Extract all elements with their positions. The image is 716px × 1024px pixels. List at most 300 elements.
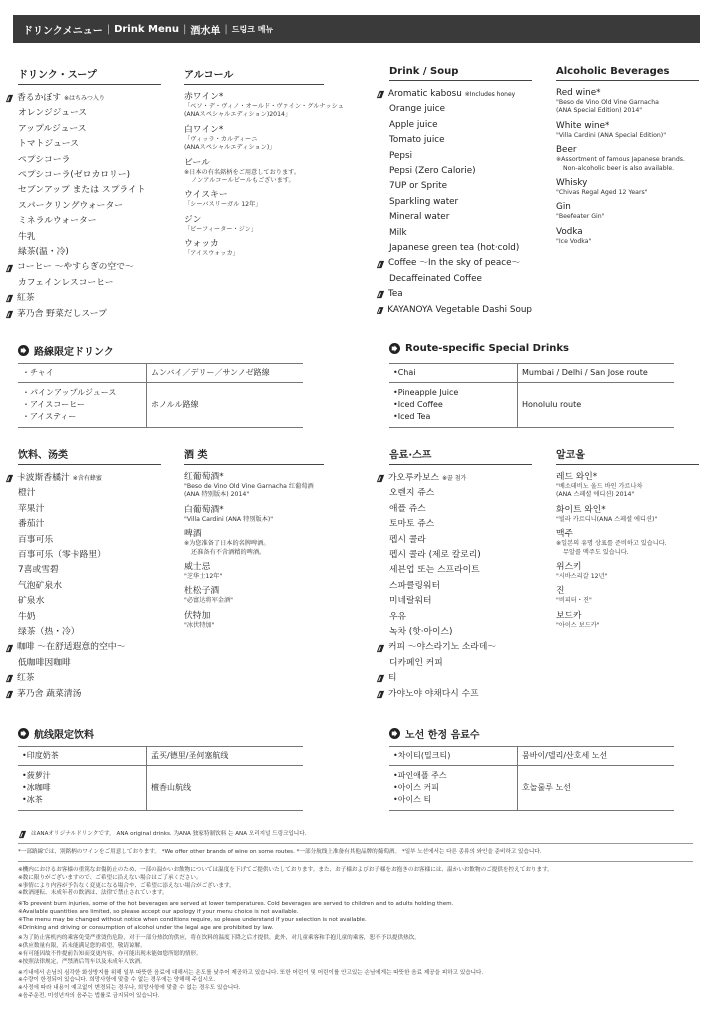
en-drink-name: Apple juice: [389, 119, 438, 130]
jp-alcohol-name: 白ワイン*: [184, 124, 224, 135]
cn-route-title-text: 航线限定饮料: [34, 730, 94, 741]
cn-drink-item: [18, 486, 161, 501]
footer-note: ※To prevent burn injuries, some of the hot beverages are served at lower temperatures. Cold beverages are served to children and to adults holding them.: [18, 901, 454, 908]
en-drink-name: Pepsi (Zero Calorie): [389, 166, 476, 177]
kr-drink-item: [389, 486, 532, 501]
kr-route-name: 뭄바이/델리/산호세 노선: [518, 747, 675, 766]
footer-notes: [18, 867, 553, 1001]
kr-alcohol-detail: (ANA 스페셜 에디션) 2014": [556, 491, 635, 499]
footer-note: ※The menu may be changed without notice when conditions require, so please understand if your selection is not available.: [18, 916, 367, 923]
kr-drink-note: ※꿀 첨가: [442, 475, 467, 482]
ana-original-icon: [376, 306, 384, 315]
kr-drink-name: 세븐업 또는 스프라이트: [389, 565, 480, 576]
jp-alcohol-name: ウイスキー: [184, 190, 228, 201]
jp-alcohol-name: ウォッカ: [184, 239, 219, 250]
cn-alcohol-detail: "芝华士12年": [184, 573, 223, 581]
jp-drink-name: ミネラルウォーター: [18, 216, 97, 227]
en-route-drink: •Iced Tea: [393, 412, 431, 421]
footer-note: ※사정에 따라 내용이 예고없이 변경되는 경우나, 희망사항에 맞출 수 없는 경우도 있습니다.: [18, 985, 241, 992]
kr-drink-name: 녹차 (핫·아이스): [389, 627, 453, 638]
cn-route-drinks: [18, 766, 147, 811]
cn-alcohol-name: 白葡萄酒*: [184, 504, 224, 515]
route-arrow-icon: [18, 345, 29, 356]
en-route-drink: •Pineapple Juice: [393, 388, 459, 397]
header-title-cn: 酒水单: [190, 25, 221, 37]
ana-original-icon: [5, 690, 14, 699]
en-route-drink: •Iced Coffee: [393, 400, 443, 409]
cn-alcohol-detail: "冰伏特加": [184, 621, 215, 629]
ana-original-icon: [5, 674, 14, 683]
en-drink-name: Pepsi: [389, 150, 413, 161]
cn-alcohol-column: [184, 446, 324, 630]
jp-route-title: [18, 343, 114, 358]
jp-route-name: ムンバイ／デリー／サンノゼ路線: [147, 364, 304, 383]
kr-drink-item: [389, 625, 532, 640]
kr-route-drink: •아이스 커피: [393, 783, 439, 792]
jp-drink-name: コーヒー ～やすらぎの空で～: [17, 262, 134, 273]
en-drink-item: [389, 287, 532, 302]
en-drink-item: [389, 256, 532, 271]
jp-drink-name: アップルジュース: [18, 123, 87, 134]
cn-drink-item: [18, 656, 161, 671]
jp-route-drink: ・チャイ: [22, 368, 54, 377]
cn-drink-item: [18, 610, 161, 625]
en-drink-heading: Drink / Soup: [389, 66, 532, 81]
kr-alcohol-name: 진: [556, 586, 565, 597]
cn-route-row: [18, 747, 303, 766]
jp-drink-item: [18, 137, 161, 152]
kr-drink-item: [389, 610, 532, 625]
header-title-kr: 드링크 메뉴: [231, 24, 274, 34]
en-alcohol-detail: "Beefeater Gin": [556, 213, 605, 221]
kr-alcohol-detail: "베소데비노 올드 바인 가르나차: [556, 483, 643, 490]
route-arrow-icon: [389, 343, 400, 354]
cn-drink-name: 番茄汁: [18, 519, 45, 530]
jp-drink-item: [18, 168, 161, 183]
cn-alcohol-name: 啤酒: [184, 529, 202, 540]
jp-alcohol-name: 赤ワイン*: [184, 92, 224, 102]
jp-drink-name: ペプシコーラ(ゼロカロリー): [18, 170, 131, 181]
cn-route-drinks: [18, 747, 147, 766]
cn-drink-item: [18, 517, 161, 532]
cn-route-table: [18, 746, 303, 811]
kr-drink-item: [389, 517, 532, 532]
en-drink-item: [389, 102, 532, 117]
header-separator: |: [224, 23, 228, 35]
jp-alcohol-detail: 「アイスウォッカ」: [184, 250, 239, 258]
kr-route-drink: •차이티(밀크티): [393, 751, 451, 760]
header-title-en: Drink Menu: [114, 23, 179, 35]
jp-drink-item: [18, 260, 161, 275]
cn-route-drink: •印度奶茶: [22, 751, 59, 760]
footer-note: ※기내에서 손님의 심각한 화상방지를 위해 일부 따뜻한 음료에 대해서는 온도를 낮추어 제공하고 있습니다. 또한 어린이 및 어린이를 안고있는 손님에게는 따뜻한 음료 제공을 피하고 있습니다.: [18, 969, 484, 976]
en-drink-name: Tomato juice: [389, 135, 445, 146]
footer-note: ※数に限りがございますので、ご希望に沿えない場合はご了承ください。: [18, 874, 202, 881]
kr-drink-item: [389, 579, 532, 594]
en-drink-name: Coffee ～In the sky of peace～: [388, 258, 521, 269]
jp-drink-item: [18, 199, 161, 214]
cn-alcohol-detail: (ANA 特别版本) 2014": [184, 491, 250, 499]
ana-original-icon: [5, 264, 14, 273]
kr-drink-name: 오렌지 쥬스: [389, 488, 435, 499]
legend-text: はANAオリジナルドリンクです。 ANA original drinks. 为ANA 独家特制饮料 는 ANA 오리지널 드링크입니다.: [31, 830, 307, 837]
en-alcohol-column: [556, 66, 699, 246]
kr-drink-heading: 음료·스프: [389, 446, 532, 465]
jp-route-table: [18, 363, 303, 428]
cn-drink-name: 低咖啡因咖啡: [18, 657, 71, 668]
kr-drink-name: 애플 쥬스: [389, 503, 426, 514]
ana-original-icon: [5, 310, 14, 319]
jp-route-drink: ・アイスティー: [22, 412, 77, 421]
cn-drink-name: 矿泉水: [18, 596, 45, 607]
en-alcohol-detail: "Villa Cardini (ANA Special Edition)": [556, 131, 667, 139]
cn-drink-item: [18, 687, 161, 702]
kr-drink-item: [389, 656, 532, 671]
jp-drink-name: ペプシコーラ: [18, 154, 71, 165]
footer-note: ※飲酒運転、未成年者の飲酒は、法律で禁止されています。: [18, 890, 168, 897]
footer-note: ※Drinking and driving or consumption of alcohol under the legal age are prohibited by law.: [18, 924, 274, 931]
footer-divider: [18, 843, 693, 844]
kr-alcohol-column: [556, 446, 699, 630]
cn-route-drink: •菠萝汁: [22, 771, 51, 780]
en-drink-name: Milk: [389, 227, 407, 238]
en-route-name: Honolulu route: [518, 383, 675, 428]
kr-alcohol-name: 레드 와인*: [556, 472, 598, 482]
cn-alcohol-heading: 酒 类: [184, 446, 324, 465]
jp-drink-note: ※はちみつ入り: [64, 95, 105, 102]
en-drink-note: ※Includes honey: [464, 91, 516, 98]
jp-drink-item: [18, 106, 161, 121]
ana-original-icon: [5, 94, 14, 103]
en-route-row: [389, 364, 674, 383]
jp-drink-name: スパークリングウォーター: [18, 200, 124, 211]
en-route-drink: •Chai: [393, 368, 416, 377]
cn-alcohol-name: 威士忌: [184, 562, 211, 573]
en-drink-item: [389, 87, 532, 102]
cn-drink-name: 7喜或雪碧: [18, 565, 59, 576]
kr-drink-item: [389, 671, 532, 686]
kr-route-title: [389, 726, 480, 741]
cn-route-drink: •冰咖啡: [22, 783, 51, 792]
kr-alcohol-detail: ※일본의 유명 상표를 준비하고 있습니다.: [556, 540, 667, 548]
footer-note: ※供应数量有限，若未能满足您的希望，敬请谅解。: [18, 943, 146, 950]
ana-original-icon: [376, 644, 385, 653]
cn-alcohol-detail: ※为您准备了日本的名牌啤酒。: [184, 540, 270, 548]
jp-route-row: [18, 364, 303, 383]
jp-route-drink: ・アイスコーヒー: [22, 400, 85, 409]
en-route-drinks: [389, 383, 518, 428]
kr-route-table: [389, 746, 674, 811]
kr-drink-name: 토마토 쥬스: [389, 519, 435, 530]
cn-route-name: 檀香山航线: [147, 766, 304, 811]
footer-note: ※为了防止客机内的乘客免受严重烫伤危险，对于一部分热饮的供应，将在饮料的温度下降之后才提供。此外，对儿童乘客和手抱儿童的乘客，恕不予以提供热饮。: [18, 935, 420, 942]
kr-drink-item: [389, 471, 532, 486]
en-drink-item: [389, 179, 532, 194]
kr-drink-name: 스파클링워터: [389, 580, 440, 591]
en-route-title: [389, 343, 569, 354]
cn-drink-heading: 饮料、汤类: [18, 446, 161, 465]
kr-drink-name: 티: [388, 673, 397, 684]
ana-original-icon: [18, 830, 27, 839]
kr-drink-item: [389, 640, 532, 655]
ana-original-icon: [376, 674, 385, 683]
cn-drink-name: 百事可乐: [18, 534, 54, 545]
kr-route-row: [389, 766, 674, 811]
jp-alcohol-detail: 「ベソ・デ・ヴィノ・オールド・ヴァイン・グルナッシュ: [184, 103, 344, 110]
en-drink-name: 7UP or Sprite: [389, 181, 448, 192]
ana-original-icon: [376, 474, 385, 483]
cn-drink-name: 气泡矿泉水: [18, 580, 62, 591]
kr-alcohol-name: 화이트 와인*: [556, 504, 606, 515]
jp-drink-name: オレンジジュース: [18, 108, 88, 119]
kr-drink-name: 펩시 콜라 (제로 칼로리): [389, 550, 481, 561]
cn-drink-item: [18, 625, 161, 640]
kr-alcohol-name: 보드카: [556, 610, 582, 621]
footer-note: ※수량이 한정되어 있습니다. 희망사항에 맞출 수 없는 경우에는 양해해 주십시오.: [18, 977, 216, 984]
jp-drink-name: 香るかぼす: [17, 93, 61, 103]
kr-route-row: [389, 747, 674, 766]
ana-original-icon: [5, 294, 14, 303]
cn-route-name: 孟买/德里/圣何塞航线: [147, 747, 304, 766]
jp-drink-name: セブンアップ または スプライト: [18, 185, 146, 196]
jp-drink-item: [18, 214, 161, 229]
header-separator: |: [106, 23, 111, 35]
en-alcohol-name: Gin: [556, 202, 571, 213]
jp-route-title-text: 路線限定ドリンク: [34, 347, 114, 358]
ana-original-icon: [376, 690, 385, 699]
en-alcohol-heading: Alcoholic Beverages: [556, 66, 699, 81]
kr-route-drinks: [389, 747, 518, 766]
cn-drink-name: 卡波斯香橘汁: [17, 473, 70, 483]
jp-alcohol-detail: (ANAスペシャルエディション)2014」: [184, 111, 292, 119]
jp-alcohol-detail: ※日本の有名銘柄をご用意しております。: [184, 168, 301, 176]
jp-route-name: ホノルル路線: [147, 383, 304, 428]
jp-drink-name: 緑茶(温・冷): [18, 247, 69, 258]
cn-drink-note: ※含有蜂蜜: [72, 475, 102, 482]
ana-original-icon: [376, 290, 385, 299]
footer-note: ※Available quantities are limited, so please accept our apology if your menu choice is not available.: [18, 908, 299, 915]
ana-original-icon: [376, 260, 385, 269]
cn-drink-name: 苹果汁: [18, 503, 45, 514]
jp-drink-name: 牛乳: [18, 231, 36, 242]
kr-alcohol-detail: "빌라 카르디니(ANA 스페셜 에디션)": [556, 515, 658, 523]
kr-route-name: 호놀룰루 노선: [518, 766, 675, 811]
footer-note: ※음주운전, 미성년자의 음주는 법률로 금지되어 있습니다.: [18, 992, 160, 999]
cn-drink-name: 咖啡 ～在舒适遐意的空中～: [17, 642, 126, 653]
kr-route-drinks: [389, 766, 518, 811]
en-drink-item: [389, 303, 532, 318]
jp-alcohol-heading: アルコール: [184, 66, 324, 85]
cn-route-title: [18, 726, 94, 741]
cn-drink-name: 百事可乐（零卡路里）: [18, 550, 106, 561]
en-drink-item: [389, 241, 532, 256]
cn-alcohol-name: 红葡萄酒*: [184, 472, 224, 482]
jp-alcohol-name: ビール: [184, 157, 210, 168]
jp-drink-name: 紅茶: [17, 293, 35, 304]
en-drink-item: [389, 133, 532, 148]
kr-route-title-text: 노선 한정 음료수: [405, 730, 480, 741]
kr-route-drink: •아이스 티: [393, 795, 432, 804]
en-drink-item: [389, 164, 532, 179]
footer-divider: [18, 861, 693, 862]
jp-drink-item: [18, 91, 161, 106]
en-alcohol-detail: ※Assortment of famous Japanese brands.: [556, 156, 685, 164]
cn-alcohol-detail: "Beso de Vino Old Vine Garnacha 红葡萄酒: [184, 483, 314, 490]
cn-drink-item: [18, 640, 161, 655]
jp-drink-item: [18, 183, 161, 198]
en-drink-name: Sparkling water: [389, 196, 459, 207]
jp-alcohol-detail: 「シーバスリーガル 12年」: [184, 201, 262, 209]
route-arrow-icon: [18, 728, 29, 739]
jp-drink-item: [18, 122, 161, 137]
ana-original-icon: [5, 474, 14, 483]
cn-route-row: [18, 766, 303, 811]
cn-route-drink: •冰茶: [22, 795, 43, 804]
jp-drink-item: [18, 276, 161, 291]
en-alcohol-detail: "Beso de Vino Old Vine Garnacha: [556, 99, 659, 106]
header-title-jp: ドリンクメニュー: [23, 25, 103, 37]
cn-drink-name: 茅乃舍 蔬菜清汤: [17, 688, 82, 699]
cn-drink-column: [18, 446, 161, 702]
en-alcohol-name: Red wine*: [556, 88, 601, 98]
cn-drink-item: [18, 502, 161, 517]
en-alcohol-detail: (ANA Special Edition) 2014": [556, 107, 643, 115]
kr-drink-column: [389, 446, 532, 702]
jp-alcohol-column: [184, 66, 344, 259]
jp-drink-name: カフェインレスコーヒー: [18, 277, 114, 288]
en-route-name: Mumbai / Delhi / San Jose route: [518, 364, 675, 383]
kr-drink-name: 미네랄워터: [389, 596, 432, 607]
footer-note: ※按照法律规定，严禁酒后驾车以及未成年人饮酒。: [18, 958, 146, 965]
cn-alcohol-name: 杜松子酒: [184, 586, 220, 597]
jp-drink-item: [18, 307, 161, 322]
jp-route-drink: ・パインアップルジュース: [22, 388, 117, 397]
ana-original-icon: [5, 644, 14, 653]
footer-note: ※機内におけるお客様の重篤なお傷防止のため、一部の温かいお飲物については温度を下げてご提供いたしております。また、お子様およびお子様をお抱きのお客様には、温かいお飲物のご提供を控えております。: [18, 867, 553, 873]
ana-original-icon: [376, 90, 385, 99]
jp-drink-heading: ドリンク・スープ: [18, 66, 161, 85]
en-alcohol-name: Beer: [556, 145, 577, 156]
kr-drink-item: [389, 548, 532, 563]
kr-drink-name: 커피 ～야스라기노 소라데～: [388, 642, 497, 653]
jp-drink-item: [18, 153, 161, 168]
kr-drink-name: 우유: [389, 611, 406, 622]
en-drink-item: [389, 272, 532, 287]
kr-drink-item: [389, 687, 532, 702]
jp-drink-item: [18, 230, 161, 245]
cn-drink-name: 红茶: [17, 673, 35, 684]
jp-drink-item: [18, 245, 161, 260]
cn-drink-item: [18, 579, 161, 594]
kr-drink-item: [389, 533, 532, 548]
jp-drink-item: [18, 291, 161, 306]
en-drink-name: Japanese green tea (hot·cold): [389, 243, 520, 254]
cn-alcohol-detail: "必富达将军金酒": [184, 597, 234, 605]
en-alcohol-name: Vodka: [556, 226, 583, 237]
cn-drink-item: [18, 594, 161, 609]
en-drink-item: [389, 149, 532, 164]
en-drink-name: Orange juice: [389, 104, 446, 115]
kr-alcohol-name: 위스키: [556, 562, 582, 573]
jp-alcohol-detail: 「ビーフィーター・ジン」: [184, 225, 258, 233]
menu-header-bar: [13, 15, 700, 43]
en-drink-name: KAYANOYA Vegetable Dashi Soup: [387, 304, 532, 315]
cn-drink-item: [18, 548, 161, 563]
jp-drink-name: 茅乃舎 野菜だしスープ: [17, 308, 107, 319]
en-route-table: [389, 363, 674, 428]
kr-alcohol-detail: "비피터・진": [556, 597, 592, 605]
jp-drink-name: トマトジュース: [18, 139, 79, 150]
jp-alcohol-detail: ノンアルコールビールもございます。: [191, 177, 295, 185]
jp-route-drinks: [18, 383, 147, 428]
en-alcohol-detail: Non-alcoholic beer is also available.: [563, 164, 675, 172]
cn-drink-name: 绿茶（热・冷）: [18, 627, 80, 638]
kr-alcohol-detail: 무알콜 맥주도 있습니다.: [563, 548, 629, 556]
en-drink-name: Decaffeinated Coffee: [389, 273, 482, 284]
en-drink-item: [389, 195, 532, 210]
cn-drink-item: [18, 471, 161, 486]
cn-alcohol-name: 伏特加: [184, 610, 211, 621]
en-drink-column: [389, 66, 532, 318]
cn-alcohol-detail: 还准备有不含酒精的啤酒。: [191, 548, 266, 556]
legend-line: [18, 830, 306, 839]
en-drink-name: Tea: [388, 289, 403, 300]
kr-drink-item: [389, 563, 532, 578]
kr-route-drink: •파인애플 주스: [393, 771, 447, 780]
en-drink-item: [389, 118, 532, 133]
cn-drink-item: [18, 671, 161, 686]
jp-alcohol-detail: (ANAスペシャルエディション)」: [184, 144, 276, 152]
header-separator: |: [182, 23, 187, 35]
jp-route-row: [18, 383, 303, 428]
kr-alcohol-detail: "시바스리갈 12년": [556, 573, 608, 581]
en-drink-name: Aromatic kabosu: [388, 89, 462, 99]
kr-drink-item: [389, 502, 532, 517]
en-route-row: [389, 383, 674, 428]
en-route-drinks: [389, 364, 518, 383]
en-route-title-text: Route-specific Special Drinks: [405, 343, 570, 354]
cn-drink-name: 牛奶: [18, 611, 36, 622]
en-alcohol-detail: "Chivas Regal Aged 12 Years": [556, 189, 648, 197]
en-drink-item: [389, 226, 532, 241]
footer-note: ※事情により内容が予告なく変更になる場合や、ご希望に添えない場合がございます。: [18, 882, 235, 889]
jp-drink-column: [18, 66, 161, 322]
jp-route-drinks: [18, 364, 147, 383]
cn-drink-item: [18, 533, 161, 548]
en-alcohol-name: Whisky: [556, 178, 588, 189]
cn-drink-name: 橙汁: [18, 488, 36, 499]
en-drink-name: Mineral water: [389, 212, 450, 223]
jp-alcohol-detail: 「ヴィッラ・カルディーニ: [184, 135, 258, 143]
en-drink-item: [389, 210, 532, 225]
cn-alcohol-detail: "Villa Cardini (ANA 特别版本)": [184, 515, 274, 523]
kr-alcohol-name: 맥주: [556, 529, 573, 540]
wine-note: *一部路線では、別銘柄のワインをご用意しております。 *We offer other brands of wine on some routes. *一部分航线上准备有其他品牌的葡萄酒。 *일부 노선에서는 다른 종류의 와인을 준비하고 있습니다.: [18, 849, 542, 855]
kr-drink-name: 가야노야 야채다시 수프: [388, 688, 479, 699]
jp-alcohol-name: ジン: [184, 214, 202, 225]
kr-drink-name: 펩시 콜라: [389, 534, 426, 545]
kr-drink-name: 가오루카보스: [388, 473, 439, 483]
footer-note: ※有可能因故不作提前告知而变更内容，亦可能出现未能如您所愿的情形。: [18, 950, 202, 957]
cn-drink-item: [18, 563, 161, 578]
kr-alcohol-detail: "아이스 보드카": [556, 621, 600, 629]
route-arrow-icon: [389, 728, 400, 739]
kr-drink-name: 디카페인 커피: [389, 657, 443, 668]
kr-drink-item: [389, 594, 532, 609]
kr-alcohol-heading: 알코올: [556, 446, 699, 465]
en-alcohol-detail: "Ice Vodka": [556, 237, 592, 245]
en-alcohol-name: White wine*: [556, 120, 610, 131]
